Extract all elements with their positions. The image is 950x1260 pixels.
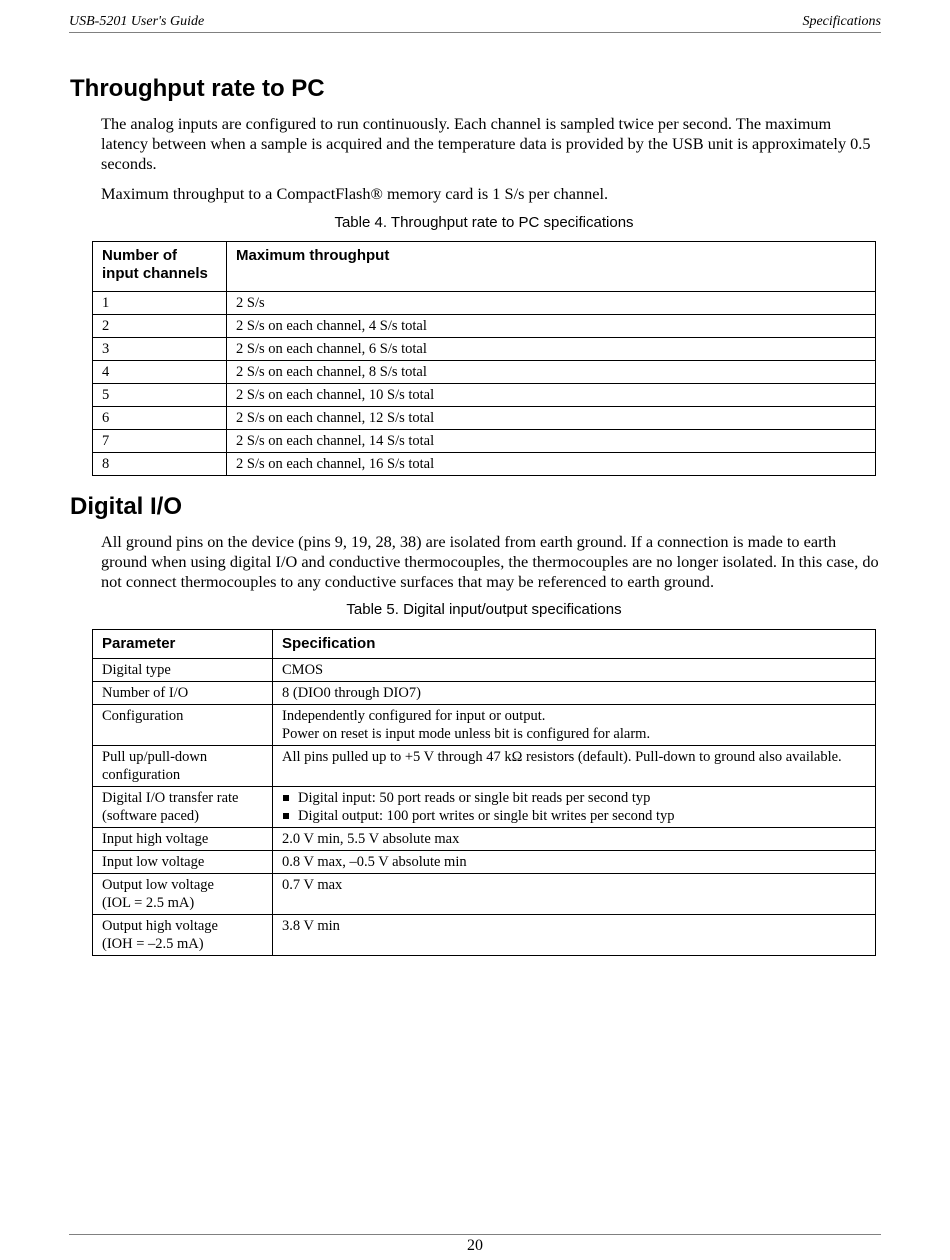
specification-cell — [273, 659, 876, 682]
table-5-caption: Table 5. Digital input/output specifications — [346, 601, 622, 618]
digital-io-paragraph: All ground pins on the device (pins 9, 19, 28, 38) are isolated from earth ground. If a connection is made to earth ground when using digital I/O and conductive thermocouples, the thermocouples are no longer isolated. In this case, do not connect thermocouples to any conductive surfaces that may be referenced to earth ground. — [101, 532, 879, 591]
table-row — [93, 361, 876, 384]
table-row — [93, 915, 876, 956]
specification-text: 8 (DIO0 through DIO7) — [282, 685, 421, 701]
table-row — [93, 407, 876, 430]
column-header: Specification — [273, 630, 876, 659]
parameter-cell — [93, 915, 273, 956]
throughput-cell: 2 S/s on each channel, 12 S/s total — [227, 407, 876, 430]
table-row — [93, 828, 876, 851]
parameter-cell — [93, 705, 273, 746]
throughput-cell: 2 S/s on each channel, 4 S/s total — [227, 315, 876, 338]
parameter-text: Digital type — [102, 662, 171, 678]
table-row — [93, 453, 876, 476]
running-header — [69, 12, 881, 33]
column-header: Maximum throughput — [227, 242, 876, 292]
specification-cell — [273, 851, 876, 874]
channel-count-cell: 1 — [93, 292, 227, 315]
table-row — [93, 384, 876, 407]
parameter-cell — [93, 851, 273, 874]
header-section-name: Specifications — [802, 14, 881, 29]
digital-io-table — [92, 629, 876, 956]
throughput-cell: 2 S/s — [227, 292, 876, 315]
parameter-text: Output low voltage — [102, 877, 214, 893]
parameter-cell — [93, 828, 273, 851]
parameter-text: configuration — [102, 767, 181, 783]
throughput-table — [92, 241, 876, 476]
section-heading-throughput: Throughput rate to PC — [70, 75, 325, 102]
parameter-cell — [93, 659, 273, 682]
table-header-row — [93, 242, 876, 292]
table-row — [93, 659, 876, 682]
compactflash-paragraph: Maximum throughput to a CompactFlash® memory card is 1 S/s per channel. — [101, 184, 609, 203]
footer-rule — [69, 1234, 881, 1235]
parameter-text: (IOL = 2.5 mA) — [102, 895, 195, 911]
specification-cell — [273, 705, 876, 746]
specification-text: Power on reset is input mode unless bit is configured for alarm. — [282, 726, 651, 742]
specification-cell — [273, 787, 876, 828]
table-header-row — [93, 630, 876, 659]
parameter-text: Number of I/O — [102, 685, 189, 701]
channel-count-cell: 8 — [93, 453, 227, 476]
specification-text: 0.8 V max, –0.5 V absolute min — [282, 854, 467, 870]
column-header: Parameter — [93, 630, 273, 659]
throughput-cell: 2 S/s on each channel, 6 S/s total — [227, 338, 876, 361]
table-row — [93, 430, 876, 453]
bullet-item: Digital input: 50 port reads or single bit reads per second typ — [282, 789, 866, 807]
channel-count-cell: 7 — [93, 430, 227, 453]
section-heading-digital-io: Digital I/O — [70, 493, 183, 520]
parameter-text: Pull up/pull-down — [102, 749, 208, 765]
table-4-caption: Table 4. Throughput rate to PC specifications — [334, 214, 634, 231]
table-row — [93, 682, 876, 705]
throughput-cell: 2 S/s on each channel, 14 S/s total — [227, 430, 876, 453]
specification-text: CMOS — [282, 662, 324, 678]
parameter-text: Configuration — [102, 708, 184, 724]
parameter-cell — [93, 746, 273, 787]
specification-cell — [273, 915, 876, 956]
specification-cell — [273, 828, 876, 851]
specification-cell — [273, 746, 876, 787]
throughput-paragraph: The analog inputs are configured to run continuously. Each channel is sampled twice per second. The maximum latency between when a sample is acquired and the temperature data is provided by the USB unit is approximately 0.5 seconds. — [101, 114, 871, 173]
throughput-cell: 2 S/s on each channel, 10 S/s total — [227, 384, 876, 407]
table-row — [93, 746, 876, 787]
parameter-text: (IOH = –2.5 mA) — [102, 936, 204, 952]
specification-cell — [273, 874, 876, 915]
specification-text: Independently configured for input or output. — [282, 708, 546, 724]
parameter-cell — [93, 787, 273, 828]
channel-count-cell: 5 — [93, 384, 227, 407]
page-number: 20 — [467, 1237, 483, 1254]
parameter-text: Input high voltage — [102, 831, 209, 847]
channel-count-cell: 2 — [93, 315, 227, 338]
specification-text: All pins pulled up to +5 V through 47 kΩ resistors (default). Pull-down to ground also available. — [282, 749, 842, 765]
specification-cell — [273, 682, 876, 705]
parameter-cell — [93, 682, 273, 705]
throughput-cell: 2 S/s on each channel, 16 S/s total — [227, 453, 876, 476]
table-row — [93, 705, 876, 746]
table-row — [93, 315, 876, 338]
bullet-item: Digital output: 100 port writes or single bit writes per second typ — [282, 807, 866, 825]
channel-count-cell: 6 — [93, 407, 227, 430]
column-header: Number of input channels — [93, 242, 227, 292]
table-row — [93, 874, 876, 915]
parameter-text: (software paced) — [102, 808, 200, 824]
table-row — [93, 338, 876, 361]
channel-count-cell: 3 — [93, 338, 227, 361]
parameter-text: Input low voltage — [102, 854, 205, 870]
specification-text: 0.7 V max — [282, 877, 343, 893]
specification-text: 3.8 V min — [282, 918, 340, 934]
parameter-text: Digital I/O transfer rate — [102, 790, 239, 806]
parameter-text: Output high voltage — [102, 918, 218, 934]
parameter-cell — [93, 874, 273, 915]
throughput-cell: 2 S/s on each channel, 8 S/s total — [227, 361, 876, 384]
specification-text: 2.0 V min, 5.5 V absolute max — [282, 831, 460, 847]
table-row — [93, 292, 876, 315]
table-row — [93, 851, 876, 874]
header-document-title: USB-5201 User's Guide — [69, 14, 205, 29]
channel-count-cell: 4 — [93, 361, 227, 384]
table-row — [93, 787, 876, 828]
